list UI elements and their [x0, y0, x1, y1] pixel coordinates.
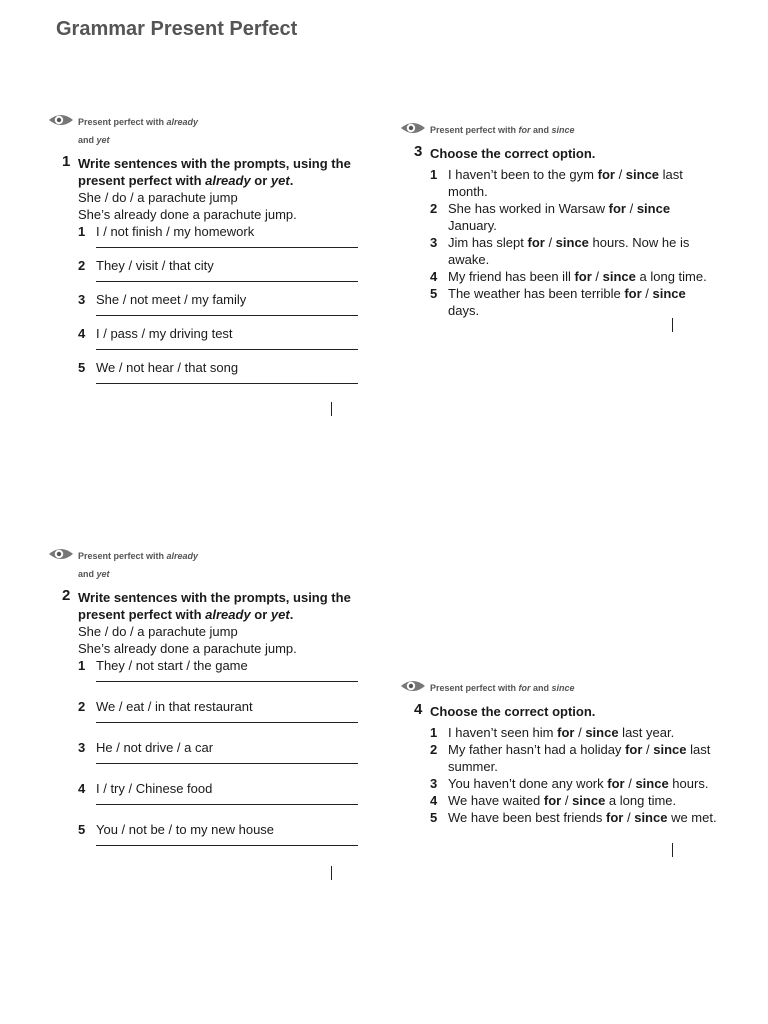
- item-number: 5: [430, 810, 438, 825]
- option-for[interactable]: for: [557, 725, 575, 740]
- answer-line[interactable]: [96, 681, 358, 682]
- option-since[interactable]: since: [653, 742, 687, 757]
- list-item: [78, 325, 368, 359]
- option-for[interactable]: for: [606, 810, 624, 825]
- item-prompt: We / not hear / that song: [96, 360, 239, 375]
- exercise-header: [48, 589, 368, 623]
- exercise-instruction: Choose the correct option.: [430, 146, 596, 161]
- item-prompt: You / not be / to my new house: [96, 822, 275, 837]
- exercise-number: 2: [62, 587, 71, 604]
- exercise-instruction: Write sentences with the prompts, using the present perfect with already or yet.: [78, 156, 351, 188]
- list-item: [430, 724, 720, 741]
- exercise-3-tag: [400, 120, 720, 144]
- item-number: 5: [78, 360, 86, 375]
- item-prompt: I / pass / my driving test: [96, 326, 233, 341]
- item-text: We have been best friends for / since we met.: [448, 810, 717, 825]
- answer-line[interactable]: [96, 247, 358, 248]
- item-list: [430, 724, 720, 826]
- exercise-header: [48, 155, 368, 189]
- item-number: 1: [430, 725, 438, 740]
- tag-line-1: Present perfect with already: [78, 551, 199, 561]
- item-number: 2: [430, 742, 438, 757]
- exercise-header: [400, 145, 720, 162]
- end-mark: [672, 843, 673, 857]
- list-item: [430, 809, 720, 826]
- option-since[interactable]: since: [585, 725, 619, 740]
- item-list: [430, 166, 720, 319]
- item-number: 4: [430, 269, 438, 284]
- item-number: 5: [78, 822, 86, 837]
- option-since[interactable]: since: [652, 286, 686, 301]
- exercise-2: [48, 546, 368, 862]
- eye-icon: [48, 112, 74, 128]
- option-for[interactable]: for: [527, 235, 545, 250]
- exercise-instruction: Choose the correct option.: [430, 704, 596, 719]
- item-number: 3: [78, 292, 86, 307]
- answer-line[interactable]: [96, 722, 358, 723]
- exercise-4-tag: [400, 678, 720, 702]
- answer-line[interactable]: [96, 349, 358, 350]
- tag-line-2: and yet: [78, 135, 110, 145]
- item-prompt: He / not drive / a car: [96, 740, 214, 755]
- exercise-number: 1: [62, 153, 71, 170]
- list-item: [78, 739, 368, 780]
- option-since[interactable]: since: [635, 776, 669, 791]
- tag-line-1: Present perfect with for and since: [430, 683, 575, 693]
- item-number: 1: [78, 224, 86, 239]
- item-text: My friend has been ill for / since a long time.: [448, 269, 707, 284]
- list-item: [430, 268, 720, 285]
- option-for[interactable]: for: [624, 286, 642, 301]
- exercise-number: 3: [414, 143, 423, 160]
- item-number: 3: [78, 740, 86, 755]
- item-prompt: They / visit / that city: [96, 258, 214, 273]
- answer-line[interactable]: [96, 315, 358, 316]
- list-item: [430, 792, 720, 809]
- answer-line[interactable]: [96, 763, 358, 764]
- item-number: 1: [78, 658, 86, 673]
- list-item: [78, 780, 368, 821]
- item-number: 2: [78, 699, 86, 714]
- item-number: 3: [430, 235, 438, 250]
- tag-line-1: Present perfect with already: [78, 117, 199, 127]
- end-mark: [672, 318, 673, 332]
- item-prompt: I / not finish / my homework: [96, 224, 255, 239]
- tag-line-1: Present perfect with for and since: [430, 125, 575, 135]
- item-text: Jim has slept for / since hours. Now he is awake.: [448, 235, 690, 267]
- end-mark: [331, 402, 332, 416]
- list-item: [430, 166, 720, 200]
- item-number: 1: [430, 167, 438, 182]
- option-since[interactable]: since: [636, 201, 671, 216]
- item-number: 4: [78, 781, 86, 796]
- item-number: 5: [430, 286, 438, 301]
- list-item: [430, 234, 720, 268]
- item-list: [78, 223, 368, 393]
- list-item: [430, 775, 720, 792]
- option-for[interactable]: for: [543, 793, 562, 808]
- exercise-number: 4: [414, 701, 423, 718]
- answer-line[interactable]: [96, 281, 358, 282]
- item-prompt: She / not meet / my family: [96, 292, 247, 307]
- option-for[interactable]: for: [574, 269, 592, 284]
- list-item: [78, 698, 368, 739]
- item-number: 4: [430, 793, 438, 808]
- item-text: She has worked in Warsaw for / since January.: [448, 201, 671, 233]
- option-for[interactable]: for: [608, 201, 626, 216]
- option-for[interactable]: for: [607, 776, 625, 791]
- item-prompt: They / not start / the game: [96, 658, 248, 673]
- list-item: [78, 223, 368, 257]
- option-since[interactable]: since: [602, 269, 636, 284]
- item-text: We have waited for / since a long time.: [448, 793, 677, 808]
- item-prompt: We / eat / in that restaurant: [96, 699, 253, 714]
- item-number: 2: [78, 258, 86, 273]
- eye-icon: [400, 120, 426, 136]
- list-item: [430, 285, 720, 319]
- list-item: [78, 821, 368, 862]
- example-prompt: She / do / a parachute jump: [78, 624, 238, 639]
- item-text: The weather has been terrible for / since days.: [448, 286, 686, 318]
- end-mark: [331, 866, 332, 880]
- option-since[interactable]: since: [634, 810, 668, 825]
- item-text: I haven’t been to the gym for / since last month.: [448, 167, 683, 199]
- exercise-header: [400, 703, 720, 720]
- eye-icon: [400, 678, 426, 694]
- list-item: [430, 741, 720, 775]
- page-title: Grammar Present Perfect: [56, 18, 298, 40]
- option-since[interactable]: since: [555, 235, 589, 250]
- item-prompt: I / try / Chinese food: [96, 781, 213, 796]
- eye-icon: [48, 546, 74, 562]
- item-number: 3: [430, 776, 438, 791]
- list-item: [78, 359, 368, 393]
- exercise-2-tag: [48, 546, 368, 578]
- item-text: I haven’t seen him for / since last year.: [448, 725, 675, 740]
- option-since[interactable]: since: [625, 167, 660, 182]
- item-number: 4: [78, 326, 86, 341]
- item-number: 2: [430, 201, 438, 216]
- answer-line[interactable]: [96, 845, 358, 846]
- item-text: You haven’t done any work for / since hours.: [448, 776, 709, 791]
- list-item: [430, 200, 720, 234]
- exercise-4: [400, 678, 720, 826]
- option-for[interactable]: for: [625, 742, 643, 757]
- exercise-3: [400, 120, 720, 319]
- exercise-instruction: Write sentences with the prompts, using the present perfect with already or yet.: [78, 590, 351, 622]
- example-answer: She’s already done a parachute jump.: [78, 641, 297, 656]
- list-item: [78, 657, 368, 698]
- exercise-1: [48, 112, 368, 393]
- answer-line[interactable]: [96, 383, 358, 384]
- exercise-1-tag: [48, 112, 368, 144]
- answer-line[interactable]: [96, 804, 358, 805]
- option-for[interactable]: for: [597, 167, 615, 182]
- tag-line-2: and yet: [78, 569, 110, 579]
- option-since[interactable]: since: [572, 793, 606, 808]
- item-text: My father hasn’t had a holiday for / since last summer.: [448, 742, 711, 774]
- list-item: [78, 257, 368, 291]
- item-list: [78, 657, 368, 862]
- list-item: [78, 291, 368, 325]
- example-prompt: She / do / a parachute jump: [78, 190, 238, 205]
- example-answer: She’s already done a parachute jump.: [78, 207, 297, 222]
